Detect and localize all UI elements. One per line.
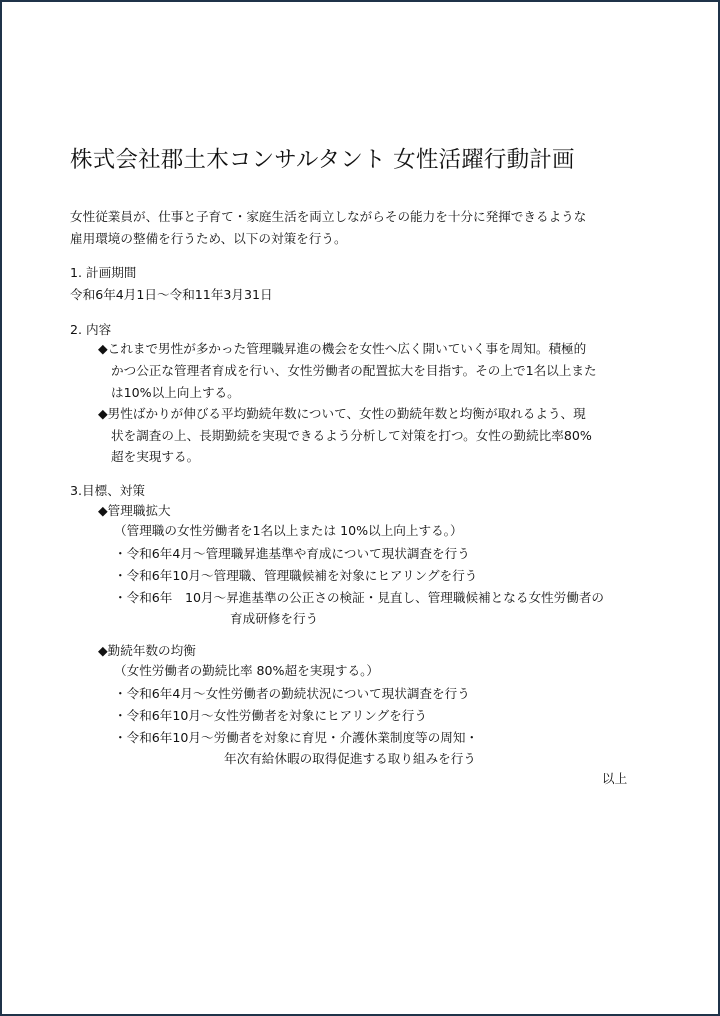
section3-heading: 3.目標、対策 bbox=[70, 483, 145, 498]
goal1-heading: ◆管理職拡大 bbox=[98, 503, 171, 518]
goal2-action-3: ・令和6年10月～労働者を対象に育児・介護休業制度等の周知・ bbox=[114, 730, 479, 745]
goal2-action-3-continuation: 年次有給休暇の取得促進する取り組みを行う bbox=[224, 751, 476, 766]
intro-line-2: 雇用環境の整備を行うため、以下の対策を行う。 bbox=[70, 231, 347, 246]
section2-heading: 2. 内容 bbox=[70, 322, 112, 337]
section1-heading: 1. 計画期間 bbox=[70, 265, 137, 280]
section2-item1-line-3: は10%以上向上する。 bbox=[111, 385, 240, 400]
goal2-action-1: ・令和6年4月～女性労働者の勤続状況について現状調査を行う bbox=[114, 686, 470, 701]
goal1-target: （管理職の女性労働者を1名以上または 10%以上向上する。） bbox=[114, 523, 463, 538]
goal1-action-2: ・令和6年10月～管理職、管理職候補を対象にヒアリングを行う bbox=[114, 568, 478, 583]
goal1-action-3: ・令和6年 10月～昇進基準の公正さの検証・見直し、管理職候補となる女性労働者の bbox=[114, 590, 605, 605]
section2-item2-line-3: 超を実現する。 bbox=[111, 449, 200, 464]
goal2-action-2: ・令和6年10月～女性労働者を対象にヒアリングを行う bbox=[114, 708, 427, 723]
section1-body: 令和6年4月1日～令和11年3月31日 bbox=[70, 287, 273, 302]
document-title: 株式会社郡土木コンサルタント 女性活躍行動計画 bbox=[70, 147, 575, 173]
goal2-target: （女性労働者の勤続比率 80%超を実現する。） bbox=[114, 663, 379, 678]
closing-mark: 以上 bbox=[602, 771, 628, 786]
goal2-heading: ◆勤続年数の均衡 bbox=[98, 643, 196, 658]
section2-item2-line-2: 状を調査の上、長期勤続を実現できるよう分析して対策を打つ。女性の勤続比率80% bbox=[111, 428, 592, 443]
section2-item1-line-1: ◆これまで男性が多かった管理職昇進の機会を女性へ広く開いていく事を周知。積極的 bbox=[98, 341, 587, 356]
goal1-action-1: ・令和6年4月～管理職昇進基準や育成について現状調査を行う bbox=[114, 546, 470, 561]
intro-line-1: 女性従業員が、仕事と子育て・家庭生活を両立しながらその能力を十分に発揮できるような bbox=[70, 209, 587, 224]
goal1-action-3-continuation: 育成研修を行う bbox=[230, 611, 319, 626]
section2-item1-line-2: かつ公正な管理者育成を行い、女性労働者の配置拡大を目指す。その上で1名以上また bbox=[111, 363, 597, 378]
section2-item2-line-1: ◆男性ばかりが伸びる平均勤続年数について、女性の勤続年数と均衡が取れるよう、現 bbox=[98, 406, 586, 421]
